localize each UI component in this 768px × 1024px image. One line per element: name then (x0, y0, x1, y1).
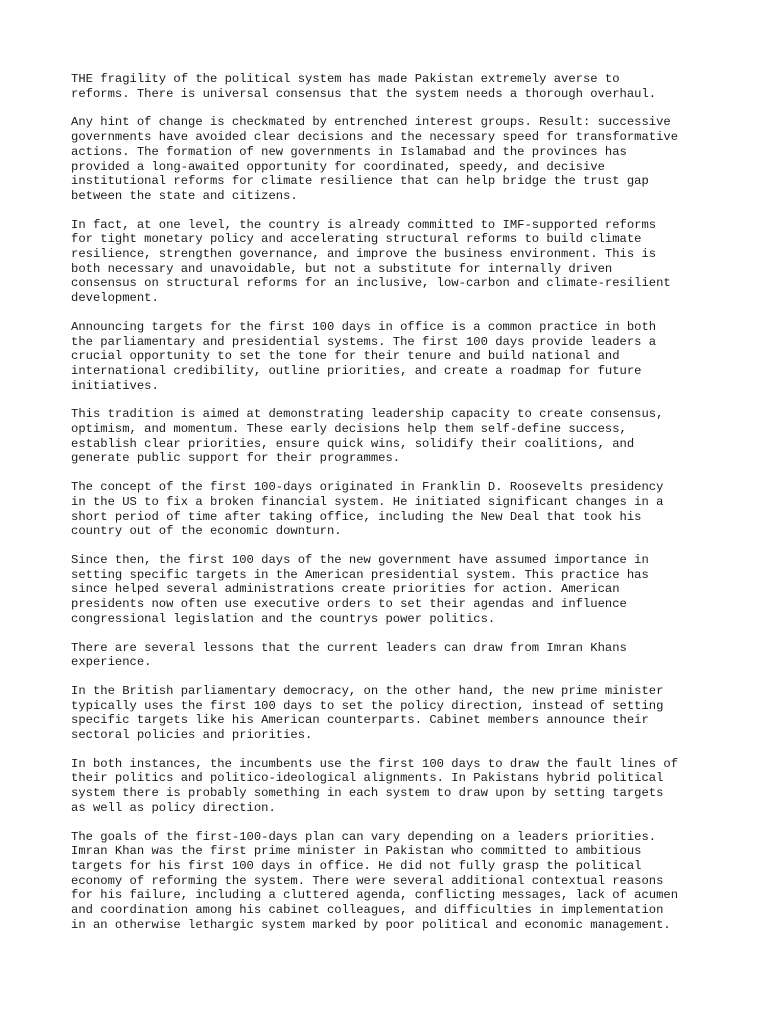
paragraph-6: The concept of the first 100-days originated in Franklin D. Roosevelts presidency in the US to fix a broken financial system. He initiated significant changes in a short period of time after taking office, including the New Deal that took his country out of the economic downturn. (71, 480, 664, 539)
paragraph-5: This tradition is aimed at demonstrating leadership capacity to create consensus, optimism, and momentum. These early decisions help them self-define success, establish clear priorities, ensure quick wins, solidify their coalitions, and generate public support for their programmes. (71, 407, 664, 466)
paragraph-11: The goals of the first-100-days plan can vary depending on a leaders priorities. Imran Khan was the first prime minister in Pakistan who committed to ambitious targets for his first 100 days in office. He did not fully grasp the political economy of reforming the system. There were several additional contextual reasons for his failure, including a cluttered agenda, conflicting messages, lack of acumen and coordination among his cabinet colleagues, and difficulties in implementation in an otherwise lethargic system marked by poor political and economic management. (71, 829, 679, 932)
paragraph-8: There are several lessons that the current leaders can draw from Imran Khans experience. (71, 640, 627, 670)
document-page (71, 72, 711, 946)
paragraph-4: Announcing targets for the first 100 days in office is a common practice in both the parliamentary and presidential systems. The first 100 days provide leaders a crucial opportunity to set the tone for their tenure and build national and international credibility, outline priorities, and create a roadmap for future initiatives. (71, 319, 657, 393)
paragraph-1: THE fragility of the political system has made Pakistan extremely averse to reforms. There is universal consensus that the system needs a thorough overhaul. (71, 72, 657, 101)
paragraph-10: In both instances, the incumbents use the first 100 days to draw the fault lines of their politics and politico-ideological alignments. In Pakistans hybrid political system there is probably something in each system to draw upon by setting targets as well as policy direction. (71, 756, 679, 815)
paragraph-9: In the British parliamentary democracy, on the other hand, the new prime minister typically uses the first 100 days to set the policy direction, instead of setting specific targets like his American counterparts. Cabinet members announce their sectoral policies and priorities. (71, 683, 664, 743)
paragraph-7: Since then, the first 100 days of the new government have assumed importance in setting specific targets in the American presidential system. This practice has since helped several administrations create priorities for action. American presidents now often use executive orders to set their agendas and influence congressional legislation and the countrys power politics. (71, 552, 649, 626)
paragraph-2: Any hint of change is checkmated by entrenched interest groups. Result: successive governments have avoided clear decisions and the necessary speed for transformative actions. The formation of new governments in Islamabad and the provinces has provided a long-awaited opportunity for coordinated, speedy, and decisive institutional reforms for climate resilience that can help bridge the trust gap between the state and citizens. (71, 115, 679, 203)
paragraph-3: In fact, at one level, the country is already committed to IMF-supported reforms for tight monetary policy and accelerating structural reforms to build climate resilience, strengthen governance, and improve the business environment. This is both necessary and unavoidable, but not a substitute for internally driven consensus on structural reforms for an inclusive, low-carbon and climate-resilient development. (71, 217, 671, 306)
